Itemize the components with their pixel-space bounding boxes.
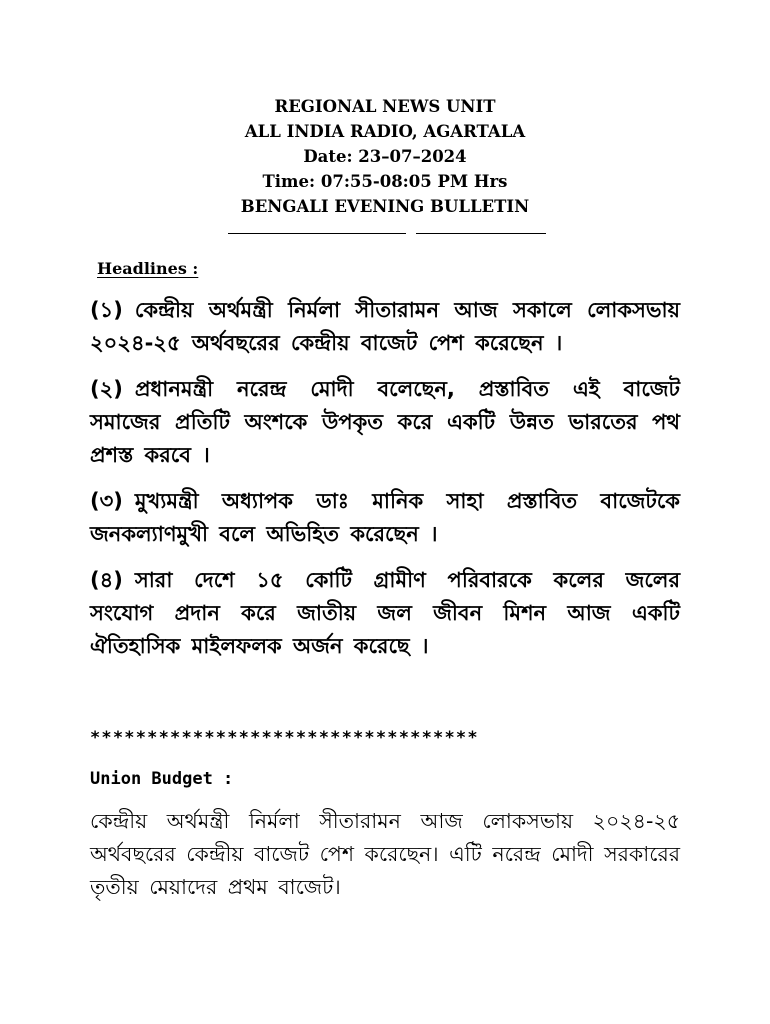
headline-number: (৪) [90,568,123,592]
bulletin-date: Date: 23–07–2024 [303,147,467,166]
headline-text: মুখ্যমন্ত্রী অধ্যাপক ডাঃ মানিক সাহা প্রস্তাবিত বাজেটকে জনকল্যাণমুখী বলে অভিহিত করেছেন । [90,489,680,546]
headline-number: (১) [90,298,123,322]
bulletin-header [0,94,770,219]
divider-line-right [416,233,546,234]
headline-item [90,485,680,551]
headline-item [90,564,680,663]
headline-item [90,373,680,472]
station-name: ALL INDIA RADIO, AGARTALA [244,122,526,141]
news-unit-title: REGIONAL NEWS UNIT [274,97,496,116]
headlines-label: Headlines : [97,259,199,278]
header-divider [228,233,546,235]
bulletin-time: Time: 07:55-08:05 PM Hrs [262,172,508,191]
bulletin-name: BENGALI EVENING BULLETIN [240,197,530,216]
headline-item [90,294,680,360]
headline-number: (৩) [90,489,123,513]
headline-text: সারা দেশে ১৫ কোটি গ্রামীণ পরিবারকে কলের জলের সংযোগ প্রদান করে জাতীয় জল জীবন মিশন আজ একটি ঐতিহাসিক মাইলফলক অর্জন করেছে । [90,568,680,658]
headlines-list [90,294,680,676]
section-title: Union Budget : [90,769,234,789]
star-separator: ********************************** [90,728,479,748]
section-body: কেন্দ্রীয় অর্থমন্ত্রী নির্মলা সীতারামন আজ লোকসভায় ২০২৪-২৫ অর্থবছরের কেন্দ্রীয় বাজেট পেশ করেছেন। এটি নরেন্দ্র মোদী সরকারের তৃতীয় মেয়াদের প্রথম বাজেট। [90,809,680,899]
divider-line-left [228,233,406,234]
headline-text: কেন্দ্রীয় অর্থমন্ত্রী নির্মলা সীতারামন আজ সকালে লোকসভায় ২০২৪-২৫ অর্থবছরের কেন্দ্রীয় বাজেট পেশ করেছেন । [90,298,680,355]
headline-number: (২) [90,377,123,401]
headline-text: প্রধানমন্ত্রী নরেন্দ্র মোদী বলেছেন, প্রস্তাবিত এই বাজেট সমাজের প্রতিটি অংশকে উপকৃত করে একটি উন্নত ভারতের পথ প্রশস্ত করবে । [90,377,680,467]
